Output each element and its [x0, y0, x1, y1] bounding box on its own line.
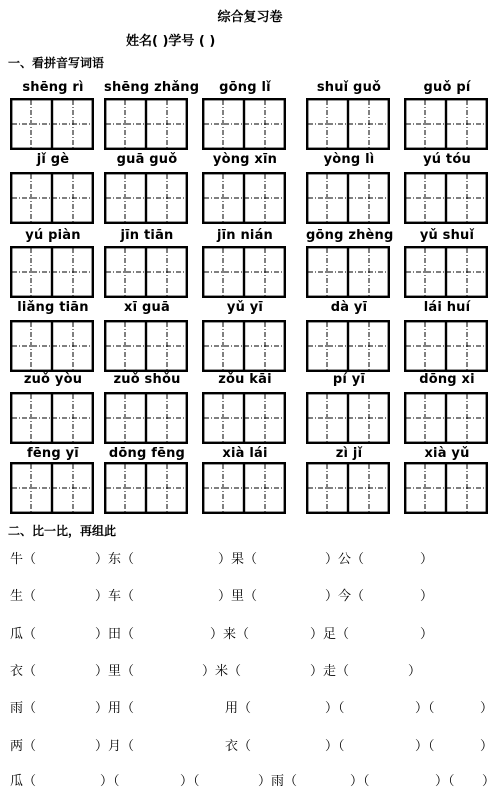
compare-segment: ）车（: [95, 589, 135, 604]
compare-segment: ）田（: [95, 627, 135, 642]
compare-segment: ）里（: [95, 664, 135, 679]
pinyin-label: fēng yī: [27, 446, 79, 461]
writing-box[interactable]: [202, 392, 286, 444]
pinyin-label: jǐ gè: [36, 152, 70, 167]
compare-segment: 衣（: [225, 739, 252, 754]
pinyin-label: dà yī: [330, 300, 368, 315]
pinyin-label: zǒu kāi: [218, 372, 272, 387]
pinyin-label: yòng xīn: [212, 152, 278, 167]
compare-row: [10, 585, 490, 607]
pinyin-label: zì jǐ: [335, 446, 363, 461]
compare-segment: ）里（: [218, 589, 258, 604]
compare-segment: ）: [408, 664, 422, 679]
section-1-heading: 一、看拼音写词语: [8, 56, 105, 70]
compare-segment: ）（: [350, 774, 370, 789]
writing-box[interactable]: [306, 392, 390, 444]
compare-segment: ）: [480, 701, 494, 716]
writing-box[interactable]: [10, 172, 94, 224]
pinyin-label: shēng zhǎng: [104, 80, 200, 95]
compare-segment: ）（: [435, 774, 455, 789]
pinyin-label: guǒ pí: [423, 80, 471, 95]
compare-segment: ）（: [180, 774, 200, 789]
compare-row: [10, 770, 496, 792]
compare-segment: ）: [420, 552, 434, 567]
writing-box[interactable]: [404, 392, 488, 444]
compare-segment: 牛（: [10, 552, 37, 567]
compare-segment: ）雨（: [258, 774, 298, 789]
compare-row: [10, 660, 490, 682]
compare-segment: ）: [420, 589, 434, 604]
pinyin-label: jīn nián: [216, 228, 274, 243]
name-id-line: 姓名( )学号 ( ): [126, 34, 216, 49]
writing-box[interactable]: [202, 320, 286, 372]
writing-box[interactable]: [104, 172, 188, 224]
writing-box[interactable]: [104, 462, 188, 514]
pinyin-label: gōng lǐ: [219, 80, 271, 95]
writing-box[interactable]: [104, 246, 188, 298]
compare-segment: ）（: [415, 739, 435, 754]
writing-box[interactable]: [10, 246, 94, 298]
compare-segment: 瓜（: [10, 774, 37, 789]
writing-box[interactable]: [306, 172, 390, 224]
writing-box[interactable]: [104, 320, 188, 372]
pinyin-label: zuǒ shǒu: [113, 372, 181, 387]
writing-box[interactable]: [306, 320, 390, 372]
pinyin-label: shuǐ guǒ: [316, 80, 382, 95]
compare-segment: 用（: [225, 701, 252, 716]
compare-row: [10, 623, 490, 645]
compare-segment: 两（: [10, 739, 37, 754]
compare-segment: ）走（: [310, 664, 350, 679]
writing-box[interactable]: [104, 392, 188, 444]
compare-segment: ）（: [325, 701, 345, 716]
compare-segment: ）来（: [210, 627, 250, 642]
writing-box[interactable]: [10, 320, 94, 372]
pinyin-label: xià yǔ: [424, 446, 470, 461]
compare-segment: 雨（: [10, 701, 37, 716]
pinyin-label: guā guǒ: [116, 152, 178, 167]
pinyin-label: yǔ shuǐ: [419, 228, 475, 243]
writing-box[interactable]: [404, 172, 488, 224]
page-title: 综合复习卷: [217, 10, 283, 25]
writing-box[interactable]: [404, 246, 488, 298]
compare-segment: ）公（: [325, 552, 365, 567]
compare-row: [10, 548, 490, 570]
writing-box[interactable]: [104, 98, 188, 150]
compare-segment: ）果（: [218, 552, 258, 567]
compare-segment: 生（: [10, 589, 37, 604]
compare-segment: ）用（: [95, 701, 135, 716]
writing-box[interactable]: [202, 172, 286, 224]
writing-box[interactable]: [404, 462, 488, 514]
pinyin-label: yǔ yī: [226, 300, 264, 315]
compare-row: [10, 697, 494, 719]
compare-segment: ）米（: [202, 664, 242, 679]
compare-segment: ）月（: [95, 739, 135, 754]
compare-segment: ）东（: [95, 552, 135, 567]
compare-segment: ）: [420, 627, 434, 642]
pinyin-label: yú tóu: [423, 152, 471, 167]
writing-box[interactable]: [306, 462, 390, 514]
writing-box[interactable]: [306, 98, 390, 150]
compare-segment: 衣（: [10, 664, 37, 679]
compare-segment: ）: [480, 739, 494, 754]
compare-segment: ）（: [325, 739, 345, 754]
pinyin-label: xī guā: [124, 300, 170, 315]
pinyin-label: xià lái: [222, 446, 268, 461]
compare-segment: ）今（: [325, 589, 365, 604]
writing-box[interactable]: [404, 320, 488, 372]
writing-box[interactable]: [10, 392, 94, 444]
pinyin-label: zuǒ yòu: [23, 372, 83, 387]
writing-box[interactable]: [10, 462, 94, 514]
pinyin-label: dōng fēng: [108, 446, 186, 461]
pinyin-label: dōng xi: [419, 372, 475, 387]
writing-box[interactable]: [10, 98, 94, 150]
writing-box[interactable]: [306, 246, 390, 298]
writing-box[interactable]: [404, 98, 488, 150]
compare-segment: ）: [482, 774, 496, 789]
compare-row: [10, 735, 494, 757]
compare-segment: ）（: [100, 774, 120, 789]
pinyin-label: lái huí: [423, 300, 471, 315]
pinyin-label: jīn tiān: [120, 228, 174, 243]
pinyin-label: gōng zhèng: [306, 228, 394, 243]
pinyin-label: pí yī: [332, 372, 366, 387]
compare-segment: ）（: [415, 701, 435, 716]
pinyin-label: yòng lì: [323, 152, 375, 167]
writing-box[interactable]: [202, 98, 286, 150]
pinyin-label: yú piàn: [25, 228, 81, 243]
compare-segment: ）足（: [310, 627, 350, 642]
pinyin-label: shēng rì: [22, 80, 84, 95]
compare-segment: 瓜（: [10, 627, 37, 642]
writing-box[interactable]: [202, 246, 286, 298]
section-2-heading: 二、比一比，再组此: [8, 524, 117, 538]
writing-box[interactable]: [202, 462, 286, 514]
pinyin-label: liǎng tiān: [17, 300, 89, 315]
